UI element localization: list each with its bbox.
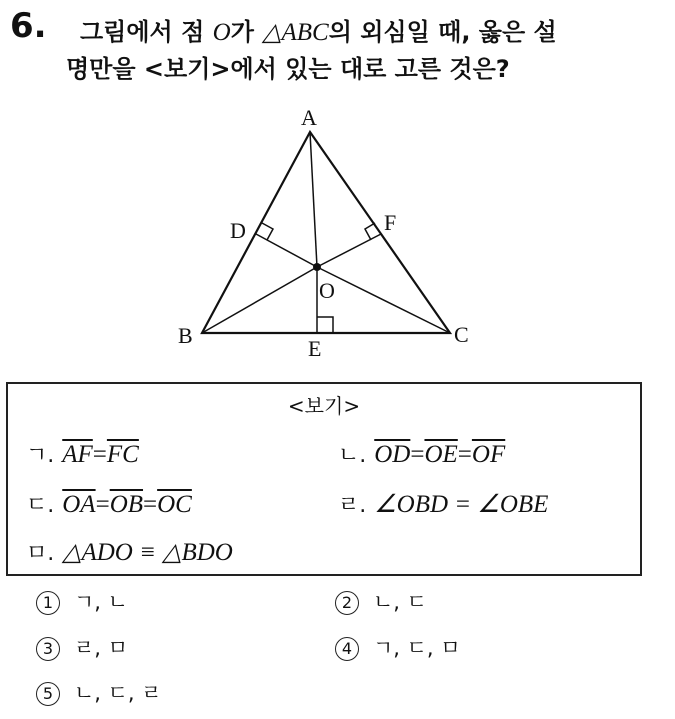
statement-key: ㄹ. <box>338 493 367 518</box>
statement-5 <box>26 536 233 567</box>
label-o: O <box>319 278 335 303</box>
segment-od <box>256 234 317 267</box>
equals-sign: = <box>457 441 472 468</box>
stem-text-line2: 명만을 <보기>에서 있는 대로 고른 것은? <box>66 55 510 83</box>
statement-3 <box>26 488 192 519</box>
choice-4[interactable] <box>335 632 461 662</box>
segment-co <box>317 267 450 333</box>
choice-1[interactable] <box>36 586 128 616</box>
bogi-title: <보기> <box>287 394 361 418</box>
choice-text: ㄴ, ㄷ, ㄹ <box>74 681 162 705</box>
point-o-dot <box>313 263 321 271</box>
right-angle-e <box>317 317 333 333</box>
segment-ao <box>310 132 317 267</box>
angle-equation: ∠OBD = ∠OBE <box>374 491 549 518</box>
segment-oc-text: $\overline{OC}$ <box>157 491 192 518</box>
congruence-statement: △ADO ≡ △BDO <box>62 539 233 566</box>
segment-fc: $\overline{FC}$ <box>106 441 139 468</box>
statement-1 <box>26 438 139 469</box>
segment-oa-text: $\overline{OA}$ <box>62 491 96 518</box>
label-f: F <box>384 210 397 235</box>
choice-2[interactable] <box>335 586 427 616</box>
segment-af: $\overline{AF}$ <box>62 441 93 468</box>
segment-od-text: $\overline{OD}$ <box>374 441 411 468</box>
label-e: E <box>308 336 322 361</box>
bogi-box <box>6 382 642 576</box>
label-d: D <box>230 218 246 243</box>
stem-text-3: 의 외심일 때, 옳은 설 <box>328 18 557 46</box>
statement-key: ㅁ. <box>26 541 55 566</box>
question-number: 6. <box>10 6 47 46</box>
choice-number: 2 <box>335 591 359 615</box>
choice-number: 5 <box>36 682 60 706</box>
choice-3[interactable] <box>36 632 128 662</box>
segment-oe-text: $\overline{OE}$ <box>424 441 458 468</box>
equals-sign: = <box>410 441 425 468</box>
statement-key: ㄱ. <box>26 443 55 468</box>
statement-2 <box>338 438 505 469</box>
question-stem <box>66 14 665 87</box>
choice-text: ㄱ, ㄷ, ㅁ <box>373 636 461 660</box>
choice-5[interactable] <box>36 677 162 707</box>
statement-4 <box>338 488 548 519</box>
segment-of <box>317 234 381 267</box>
segment-ob-text: $\overline{OB}$ <box>109 491 144 518</box>
choice-text: ㄴ, ㄷ <box>373 590 427 614</box>
triangle-figure <box>160 100 490 365</box>
equals-sign: = <box>92 441 107 468</box>
label-c: C <box>454 322 469 347</box>
equals-sign: = <box>95 491 110 518</box>
statement-key: ㄷ. <box>26 493 55 518</box>
equals-sign: = <box>143 491 158 518</box>
segment-of-text: $\overline{OF}$ <box>471 441 506 468</box>
choice-number: 4 <box>335 637 359 661</box>
stem-text-1: 그림에서 점 <box>80 18 213 46</box>
choice-number: 1 <box>36 591 60 615</box>
stem-text-2: 가 <box>230 18 263 46</box>
choice-text: ㄹ, ㅁ <box>74 636 128 660</box>
label-b: B <box>178 323 193 348</box>
statement-key: ㄴ. <box>338 443 367 468</box>
choice-text: ㄱ, ㄴ <box>74 590 128 614</box>
triangle-abc: △ABC <box>262 19 329 46</box>
choice-number: 3 <box>36 637 60 661</box>
label-a: A <box>301 105 317 130</box>
point-o: O <box>212 19 231 46</box>
